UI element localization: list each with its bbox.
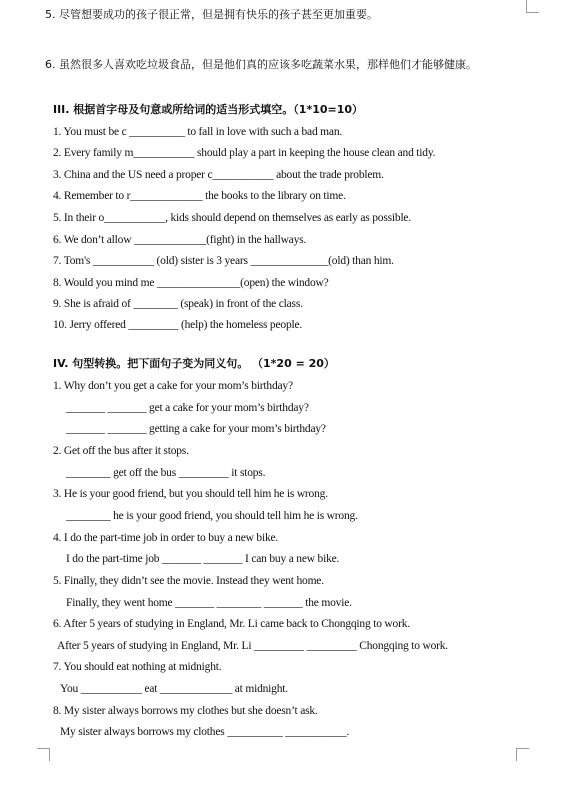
- section-3-item-4: 4. Remember to r_____________ the books to the library on time.: [53, 190, 346, 202]
- section-4-answer-6: After 5 years of studying in England, Mr. Li _________ _________ Chongqing to work.: [57, 640, 448, 652]
- section-3-item-3: 3. China and the US need a proper c___________ about the trade problem.: [53, 169, 384, 181]
- section-4-question-1: 1. Why don’t you get a cake for your mom’s birthday?: [53, 380, 293, 392]
- section-4-answer-8: My sister always borrows my clothes __________ ___________.: [60, 726, 350, 738]
- page-corner-mark-bottom-right: [516, 748, 529, 761]
- section-4-answer-1b: _______ _______ getting a cake for your mom’s birthday?: [66, 423, 326, 435]
- page-corner-mark-bottom-left: [37, 748, 50, 761]
- section-3-item-10: 10. Jerry offered _________ (help) the homeless people.: [53, 319, 303, 331]
- section-4-question-8: 8. My sister always borrows my clothes but she doesn’t ask.: [53, 705, 318, 717]
- section-3-item-2: 2. Every family m___________ should play a part in keeping the house clean and tidy.: [53, 147, 436, 159]
- section-4-question-5: 5. Finally, they didn’t see the movie. Instead they went home.: [53, 575, 324, 587]
- section-4-answer-7: You ___________ eat _____________ at midnight.: [60, 683, 288, 695]
- section-3-item-5: 5. In their o___________, kids should depend on themselves as early as possible.: [53, 212, 412, 224]
- section-3-heading: III. 根据首字母及句意或所给词的适当形式填空。（1*10=10）: [53, 103, 364, 116]
- section-4-answer-5: Finally, they went home _______ ________ _______ the movie.: [66, 597, 352, 609]
- section-3-item-7: 7. Tom's ___________ (old) sister is 3 years ______________(old) than him.: [53, 255, 394, 267]
- section-3-item-1: 1. You must be c __________ to fall in love with such a bad man.: [53, 126, 343, 138]
- section-4-question-6: 6. After 5 years of studying in England, Mr. Li came back to Chongqing to work.: [53, 618, 410, 630]
- section-4-question-3: 3. He is your good friend, but you should tell him he is wrong.: [53, 488, 328, 500]
- translation-item-6: 6. 虽然很多人喜欢吃垃圾食品，但是他们真的应该多吃蔬菜水果，那样他们才能够健康。: [45, 58, 477, 71]
- page-corner-mark-top-right: [526, 0, 539, 13]
- translation-item-5: 5. 尽管想要成功的孩子很正常，但是拥有快乐的孩子甚至更加重要。: [45, 8, 378, 21]
- section-3-item-8: 8. Would you mind me _______________(open) the window?: [53, 277, 329, 289]
- section-4-heading: IV. 句型转换。把下面句子变为同义句。 （1*20 = 20）: [53, 357, 335, 370]
- section-4-answer-4: I do the part-time job _______ _______ I can buy a new bike.: [66, 553, 340, 565]
- section-4-answer-2: ________ get off the bus _________ it stops.: [66, 467, 266, 479]
- section-4-answer-1a: _______ _______ get a cake for your mom’s birthday?: [66, 402, 309, 414]
- section-4-answer-3: ________ he is your good friend, you should tell him he is wrong.: [66, 510, 358, 522]
- section-3-item-6: 6. We don’t allow _____________(fight) in the hallways.: [53, 234, 307, 246]
- section-3-item-9: 9. She is afraid of ________ (speak) in front of the class.: [53, 298, 303, 310]
- section-4-question-4: 4. I do the part-time job in order to buy a new bike.: [53, 532, 279, 544]
- section-4-question-2: 2. Get off the bus after it stops.: [53, 445, 189, 457]
- section-4-question-7: 7. You should eat nothing at midnight.: [53, 661, 222, 673]
